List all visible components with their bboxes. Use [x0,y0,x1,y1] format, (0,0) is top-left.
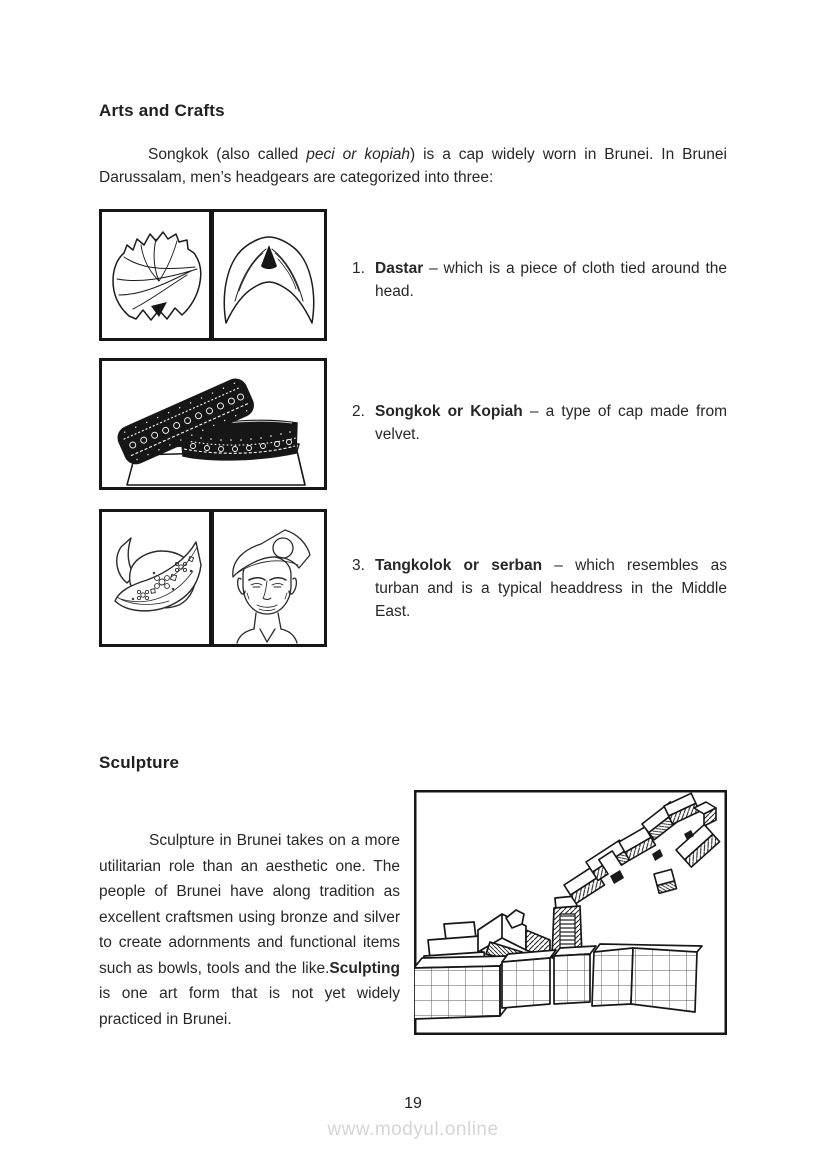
list-item-term: Tangkolok or serban [375,557,543,574]
headgear-row-tangkolok [99,509,727,647]
watermark: www.modyul.online [327,1119,499,1140]
dastar-illustration [99,209,327,341]
list-item-term: Songkok or Kopiah [375,403,523,420]
list-item-text [375,257,727,341]
intro-paragraph [99,143,727,189]
sculpture-bold-text: Sculpting [329,959,400,977]
tangkolok-illustration [99,509,327,647]
list-item-number: 2. [352,403,365,420]
intro-italic-text: peci or kopiah [306,146,410,163]
list-item-text [375,554,727,647]
list-item-term: Dastar [375,260,424,277]
sculpture-illustration [414,790,727,1035]
songkok-figure [99,358,327,490]
sculpture-paragraph [99,790,400,1035]
list-item-songkok [352,358,727,490]
list-item-description: – which resembles as turban and is a typical headdress in the Middle East. [375,557,727,620]
headgear-row-dastar [99,209,727,341]
list-item-tangkolok [352,509,727,647]
sculpture-heading: Sculpture [99,753,180,772]
intro-text-after: ) is a cap widely worn in Brunei. In Brunei Darussalam, men’s headgears are categorized into three: [99,146,727,186]
list-item-text [375,400,727,490]
intro-text-before: Songkok (also called [148,146,307,163]
list-item-description: – which is a piece of cloth tied around the head. [375,260,727,300]
page-number: 19 [404,1095,422,1112]
songkok-illustration [99,358,327,490]
list-item-number: 3. [352,557,365,574]
sculpture-text-before: Sculpture in Brunei takes on a more utilitarian role than an aesthetic one. The people of Brunei have along tradition as excellent craftsmen using bronze and silver to create adornments and functional items such as bowls, tools and the like. [99,832,400,977]
sculpture-section [99,790,727,1035]
headgear-row-songkok [99,358,727,490]
dastar-figure [99,209,327,341]
list-item-dastar [352,209,727,341]
list-item-number: 1. [352,260,365,277]
sculpture-figure [414,790,727,1035]
arts-and-crafts-heading: Arts and Crafts [99,101,225,120]
sculpture-text-after: is one art form that is not yet widely practiced in Brunei. [99,985,400,1028]
tangkolok-figure [99,509,327,647]
list-item-description: – a type of cap made from velvet. [375,403,727,443]
